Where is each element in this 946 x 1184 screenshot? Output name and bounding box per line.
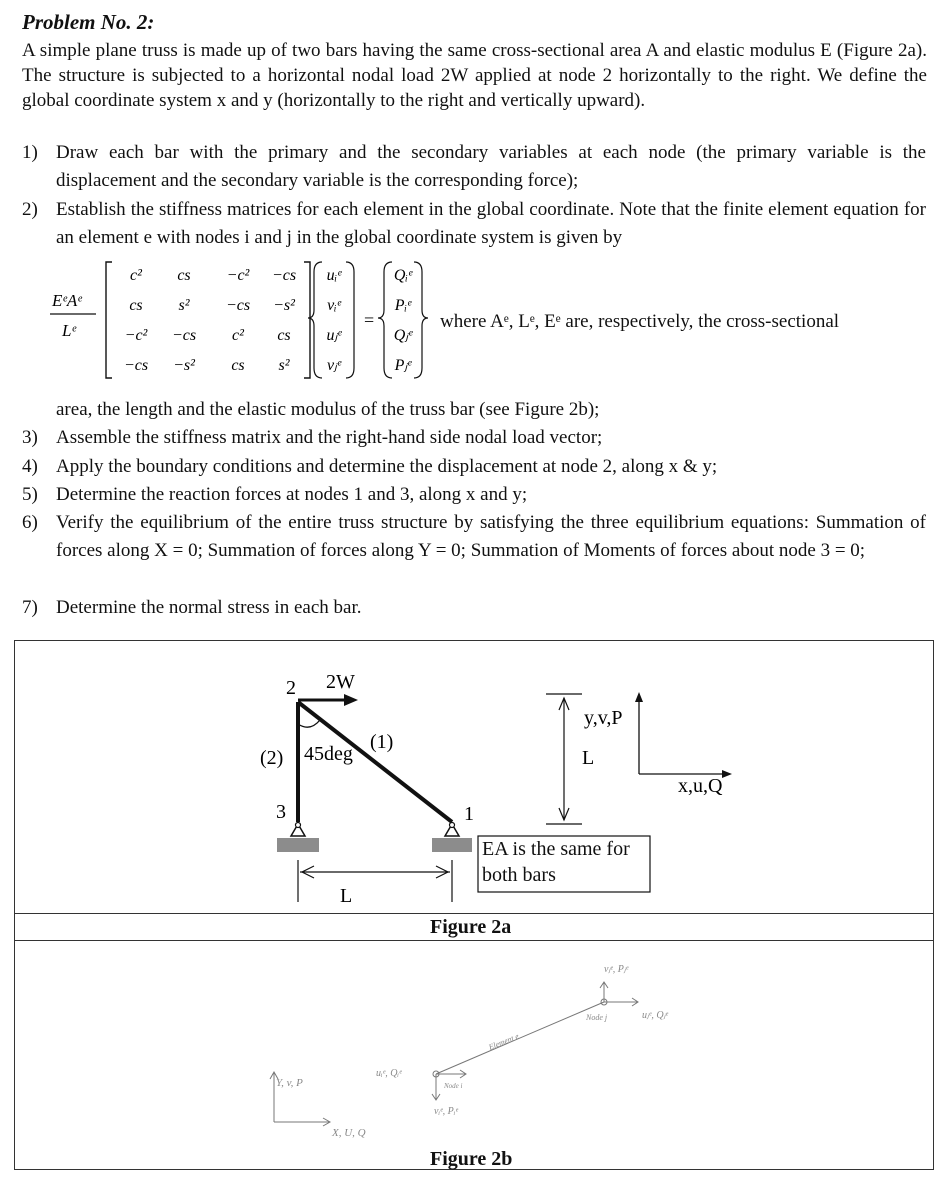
item-number: 6) [22,512,38,533]
m01: cs [177,267,191,284]
item-text: Establish the stiffness matrices for each element in the global coordinate. Note that the finite element equation for an element e with nodes i and j in the global coordinate system is given by [56,199,926,248]
equation-after-text: area, the length and the elastic modulus of the truss bar (see Figure 2b); [56,399,600,420]
x-axis-label: x,u,Q [678,775,723,797]
hand-y-axis: Y, v, P [276,1077,303,1089]
disp-3: vⱼᵉ [326,357,342,374]
factor-denominator: Lᵉ [62,321,76,340]
node-2-label: 2 [286,677,296,699]
item-number: 1) [22,142,38,163]
figure-2a-caption: Figure 2a [430,916,512,938]
figure-2a [14,640,934,912]
equals-sign: = [364,310,375,330]
m13: −s² [273,297,295,314]
force-0: Qᵢᵉ [393,267,413,284]
item-number: 5) [22,484,38,505]
hand-element: Element e [487,1031,521,1052]
stiffness-equation [0,250,946,385]
figure-2b-caption: Figure 2b [430,1148,513,1170]
problem-title: Problem No. 2: [22,10,155,34]
equation-where-text: where Aᵉ, Lᵉ, Eᵉ are, respectively, the cross-sectional [440,311,840,332]
span-label: L [340,885,353,907]
m21: −cs [171,327,197,344]
figure-divider [14,940,934,941]
problem-intro: A simple plane truss is made up of two bars having the same cross-sectional area A and elastic modulus E (Figure 2a). The structure is subjected to a horizontal nodal load 2W applied at node 2 horizontally to the right. We define the global coordinate system x and y (horizontally to the right and vertically upward). [22,40,927,111]
m22: c² [232,327,244,344]
disp-2: uⱼᵉ [326,327,342,344]
force-2: Qⱼᵉ [393,327,413,344]
node-3-label: 3 [276,801,286,823]
hand-ui: uᵢᵉ, Qᵢᵉ [376,1068,402,1079]
y-axis-label: y,v,P [584,707,623,729]
force-3: Pⱼᵉ [394,357,412,374]
m02: −c² [226,267,250,284]
bar-2-label: (2) [260,747,284,769]
height-label: L [582,747,595,769]
m10: cs [129,297,143,314]
hand-x-axis: X, U, Q [332,1127,366,1139]
force-1: Pᵢᵉ [394,297,412,314]
item-number: 3) [22,427,38,448]
item-text: Verify the equilibrium of the entire truss structure by satisfying the three equilibrium equations: Summation of forces along X = 0; Summation of forces along Y = 0; Summation of Moments of forces about node 3 = 0; [56,512,926,561]
m03: −cs [271,267,297,284]
m11: s² [178,297,190,314]
hand-node-i: Node i [444,1082,463,1090]
item-number: 7) [22,597,38,618]
load-label: 2W [326,671,355,693]
disp-0: uᵢᵉ [326,267,342,284]
m32: cs [231,357,245,374]
m23: cs [277,327,291,344]
hand-vj: vⱼᵉ, Pⱼᵉ [604,964,629,975]
item-number: 4) [22,456,38,477]
item-text: Assemble the stiffness matrix and the right-hand side nodal load vector; [56,427,603,448]
bar-1-label: (1) [370,731,394,753]
item-text: Determine the reaction forces at nodes 1 and 3, along x and y; [56,484,528,505]
factor-numerator: EᵉAᵉ [52,291,82,310]
m12: −cs [225,297,251,314]
node-1-label: 1 [464,803,474,825]
hand-uj: uⱼᵉ, Qⱼᵉ [642,1010,668,1021]
item-text: Apply the boundary conditions and determine the displacement at node 2, along x & y; [56,456,718,477]
item-number: 2) [22,199,38,220]
ea-note: EA is the same for both bars [482,838,630,886]
m33: s² [278,357,290,374]
m30: −cs [123,357,149,374]
disp-1: vᵢᵉ [327,297,341,314]
m31: −s² [173,357,195,374]
item-text: Draw each bar with the primary and the secondary variables at each node (the primary variable is the displacement and the secondary variable is the corresponding force); [56,142,926,191]
figure-divider [14,913,934,914]
angle-label: 45deg [304,743,353,765]
figure-2b [14,942,934,1168]
hand-vi: vᵢᵉ, Pᵢᵉ [434,1106,458,1117]
m20: −c² [124,327,148,344]
hand-node-j: Node j [586,1013,608,1022]
item-text: Determine the normal stress in each bar. [56,597,362,618]
m00: c² [130,267,142,284]
